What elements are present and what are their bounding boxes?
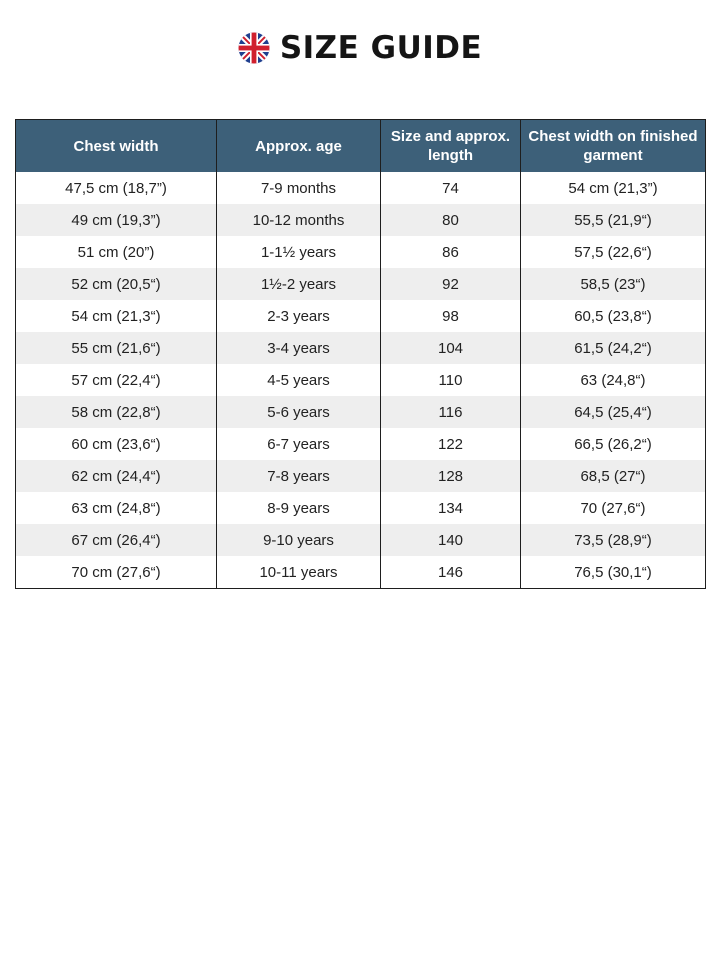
- table-body: [16, 172, 706, 589]
- size-length-cell: 80: [381, 204, 521, 236]
- finished-chest-cell: 57,5 (22,6“): [521, 236, 706, 268]
- approx-age-cell: 7-9 months: [217, 172, 381, 204]
- finished-chest-cell: 63 (24,8“): [521, 364, 706, 396]
- size-table: [15, 119, 706, 589]
- approx-age-cell: 7-8 years: [217, 460, 381, 492]
- page-header: [0, 28, 720, 68]
- table-row: [16, 364, 706, 396]
- size-length-cell: 86: [381, 236, 521, 268]
- finished-chest-cell: 54 cm (21,3”): [521, 172, 706, 204]
- table-row: [16, 492, 706, 524]
- column-header-approx-age: Approx. age: [217, 120, 381, 173]
- table-row: [16, 428, 706, 460]
- chest-width-cell: 58 cm (22,8“): [16, 396, 217, 428]
- table-row: [16, 556, 706, 589]
- approx-age-cell: 6-7 years: [217, 428, 381, 460]
- size-length-cell: 140: [381, 524, 521, 556]
- table-row: [16, 300, 706, 332]
- approx-age-cell: 1½-2 years: [217, 268, 381, 300]
- chest-width-cell: 62 cm (24,4“): [16, 460, 217, 492]
- page-title: SIZE GUIDE: [279, 30, 483, 66]
- table-row: [16, 460, 706, 492]
- size-length-cell: 74: [381, 172, 521, 204]
- size-length-cell: 110: [381, 364, 521, 396]
- approx-age-cell: 8-9 years: [217, 492, 381, 524]
- size-length-cell: 116: [381, 396, 521, 428]
- approx-age-cell: 10-12 months: [217, 204, 381, 236]
- chest-width-cell: 49 cm (19,3”): [16, 204, 217, 236]
- finished-chest-cell: 73,5 (28,9“): [521, 524, 706, 556]
- chest-width-cell: 55 cm (21,6“): [16, 332, 217, 364]
- size-length-cell: 98: [381, 300, 521, 332]
- size-length-cell: 146: [381, 556, 521, 589]
- finished-chest-cell: 58,5 (23“): [521, 268, 706, 300]
- finished-chest-cell: 66,5 (26,2“): [521, 428, 706, 460]
- size-length-cell: 92: [381, 268, 521, 300]
- table-row: [16, 396, 706, 428]
- approx-age-cell: 5-6 years: [217, 396, 381, 428]
- chest-width-cell: 47,5 cm (18,7”): [16, 172, 217, 204]
- chest-width-cell: 70 cm (27,6“): [16, 556, 217, 589]
- table-row: [16, 524, 706, 556]
- finished-chest-cell: 60,5 (23,8“): [521, 300, 706, 332]
- size-length-cell: 122: [381, 428, 521, 460]
- table-row: [16, 236, 706, 268]
- chest-width-cell: 60 cm (23,6“): [16, 428, 217, 460]
- finished-chest-cell: 64,5 (25,4“): [521, 396, 706, 428]
- finished-chest-cell: 61,5 (24,2“): [521, 332, 706, 364]
- chest-width-cell: 51 cm (20”): [16, 236, 217, 268]
- chest-width-cell: 52 cm (20,5“): [16, 268, 217, 300]
- size-length-cell: 134: [381, 492, 521, 524]
- approx-age-cell: 3-4 years: [217, 332, 381, 364]
- column-header-chest-width: Chest width: [16, 120, 217, 173]
- approx-age-cell: 10-11 years: [217, 556, 381, 589]
- size-length-cell: 104: [381, 332, 521, 364]
- table-row: [16, 332, 706, 364]
- approx-age-cell: 4-5 years: [217, 364, 381, 396]
- finished-chest-cell: 68,5 (27“): [521, 460, 706, 492]
- finished-chest-cell: 76,5 (30,1“): [521, 556, 706, 589]
- chest-width-cell: 67 cm (26,4“): [16, 524, 217, 556]
- uk-flag-icon: [238, 32, 270, 64]
- chest-width-cell: 54 cm (21,3“): [16, 300, 217, 332]
- column-header-finished-chest: Chest width on finished garment: [521, 120, 706, 173]
- approx-age-cell: 9-10 years: [217, 524, 381, 556]
- approx-age-cell: 2-3 years: [217, 300, 381, 332]
- chest-width-cell: 57 cm (22,4“): [16, 364, 217, 396]
- table-header-row: [16, 120, 706, 173]
- chest-width-cell: 63 cm (24,8“): [16, 492, 217, 524]
- size-length-cell: 128: [381, 460, 521, 492]
- approx-age-cell: 1-1½ years: [217, 236, 381, 268]
- column-header-size-length: Size and approx. length: [381, 120, 521, 173]
- table-row: [16, 204, 706, 236]
- finished-chest-cell: 70 (27,6“): [521, 492, 706, 524]
- finished-chest-cell: 55,5 (21,9“): [521, 204, 706, 236]
- table-row: [16, 268, 706, 300]
- table-row: [16, 172, 706, 204]
